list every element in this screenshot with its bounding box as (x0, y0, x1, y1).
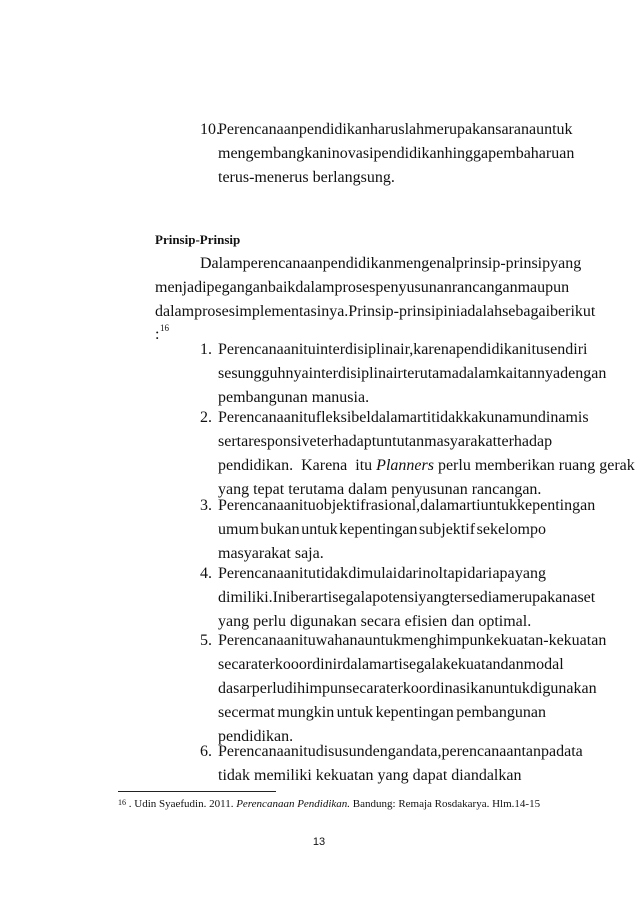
word: ini (443, 303, 461, 320)
word: perlu (251, 680, 285, 697)
word: terkoordinasikan (385, 680, 494, 697)
list-item-line (218, 341, 588, 358)
word: dimulai (348, 565, 398, 582)
word: kepentingan (375, 704, 454, 721)
footnote-separator (118, 791, 276, 792)
word: interdisiplinair (308, 365, 403, 382)
word: tidak (316, 565, 349, 582)
word: wahana (315, 632, 365, 649)
list-item-line (218, 497, 596, 514)
word: proses (194, 303, 235, 320)
footnote-reference: 16 (160, 323, 169, 333)
word: Perencanaan (218, 341, 299, 358)
word: dengan (560, 365, 607, 382)
word: sarana (495, 121, 537, 138)
word: dalam (155, 303, 195, 320)
word: itu (298, 497, 316, 514)
word: dari (467, 565, 493, 582)
word: itu (298, 409, 316, 426)
word: berikut (550, 303, 596, 320)
word: perencanaan (242, 255, 323, 272)
word: namun (494, 409, 538, 426)
list-item-line (218, 409, 589, 426)
word: pegangan (206, 279, 268, 296)
italic-term: Planners (376, 457, 434, 474)
footnote (118, 798, 540, 810)
list-item-line: tidak memiliki kekuatan yang dapat diandalkan (218, 767, 522, 784)
word: sendiri (543, 341, 588, 358)
list-item-line (218, 522, 546, 538)
word: disusun (315, 743, 365, 760)
word: implementasinya. (234, 303, 349, 320)
word: prinsip-prinsip (455, 255, 551, 272)
word: kaitannya (497, 365, 561, 382)
word: segala (402, 656, 443, 673)
word: menghimpun (401, 632, 486, 649)
word: Perencanaan (218, 743, 299, 760)
word: apa (492, 565, 515, 582)
word: baik (267, 279, 296, 296)
word: maupun (517, 279, 570, 296)
word: arti (409, 409, 432, 426)
list-item-line: yang perlu digunakan secara efisien dan optimal. (218, 613, 532, 630)
paragraph-line (155, 327, 159, 343)
word: bukan (260, 521, 300, 538)
word: dari (397, 565, 423, 582)
word: yang (550, 255, 582, 272)
word: untuk (493, 680, 530, 697)
word: itu (299, 565, 316, 582)
page-number: 13 (312, 836, 326, 848)
word: responsive (248, 433, 317, 450)
word: serta (218, 433, 249, 450)
word: dimiliki. (218, 589, 273, 606)
line-text: perlu memberikan ruang gerak (433, 457, 635, 474)
word: objektif (315, 497, 366, 514)
word: inovasi (327, 145, 374, 162)
list-item-line (218, 433, 553, 450)
word: tidak (431, 409, 464, 426)
word: mungkin (277, 704, 335, 721)
list-item-line (218, 680, 597, 697)
word: fleksibel (315, 409, 371, 426)
word: untuk (301, 521, 338, 538)
word: penyusunan (375, 279, 452, 296)
word: itu (527, 341, 544, 358)
word: secermat (218, 704, 275, 721)
word: itu (298, 632, 316, 649)
word: berarti (290, 589, 333, 606)
paragraph-line (155, 279, 570, 296)
list-item-line: pembangunan manusia. (218, 389, 370, 406)
list-number: 3. (200, 497, 212, 514)
word: merupakan (424, 121, 496, 138)
word: kekuatan (442, 656, 501, 673)
word: dalam (458, 365, 498, 382)
word: sesungguhnya (218, 365, 309, 382)
word: digunakan (529, 680, 597, 697)
word: aset (570, 589, 596, 606)
word: Perencanaan (218, 632, 299, 649)
list-item-line (218, 632, 607, 649)
list-number: 4. (200, 565, 212, 582)
word: untuk (336, 704, 374, 721)
list-item-line: pendidikan. (218, 728, 294, 745)
word: kepentingan (517, 497, 596, 514)
word: umum (218, 521, 259, 538)
list-item-line (218, 457, 635, 474)
word: sekelompo (476, 521, 546, 538)
word: yang (514, 565, 546, 582)
word: Prinsip-prinsip (348, 303, 444, 320)
word: subjektif (419, 521, 476, 538)
list-item-line (218, 656, 564, 673)
word: mengembangkan (218, 145, 328, 162)
word: proses (334, 279, 376, 296)
word: data, (410, 743, 442, 760)
list-item-line (218, 705, 546, 721)
word: potensi (372, 589, 419, 606)
word: rasional, (365, 497, 421, 514)
list-item-line (218, 365, 607, 382)
word: tapi (443, 565, 468, 582)
word: merupakan (499, 589, 571, 606)
word: dengan (364, 743, 411, 760)
word: kekuatan-kekuatan (485, 632, 607, 649)
word: interdisiplinair, (315, 341, 414, 358)
word: nol (422, 565, 443, 582)
word: Ini (272, 589, 291, 606)
word: Dalam (200, 255, 243, 272)
word: terhadap (316, 433, 372, 450)
list-number: 10. (200, 121, 220, 138)
footnote-publisher: Bandung: Remaja Rosdakarya. Hlm.14-15 (350, 798, 541, 810)
word: Perencanaan (218, 409, 299, 426)
list-number: 2. (200, 409, 212, 426)
word: modal (523, 656, 564, 673)
word: Perencanaan (218, 497, 299, 514)
word: dan (500, 656, 524, 673)
word: kepentingan (339, 521, 418, 538)
word: dihimpun (284, 680, 346, 697)
word: sebagai (502, 303, 551, 320)
word: terhadap (497, 433, 553, 450)
word: pembaharuan (488, 145, 575, 162)
paragraph-line (155, 303, 596, 320)
footnote-text: . Udin Syaefudin. 2011. (126, 798, 237, 810)
word: Perencanaan (218, 121, 299, 138)
word: dasar (218, 680, 252, 697)
word: perencanaan (441, 743, 522, 760)
word: untuk (364, 632, 402, 649)
word: dalam (420, 497, 460, 514)
word: tanpa (521, 743, 557, 760)
word: rancangan (451, 279, 518, 296)
word: data (556, 743, 583, 760)
word: hingga (444, 145, 489, 162)
footnote-mark: 16 (118, 798, 126, 807)
word: masyarakat (424, 433, 498, 450)
word: pendidikan (455, 341, 528, 358)
word: pembangunan (456, 704, 546, 721)
word: mengenal (393, 255, 456, 272)
line-text: pendidikan. Karena itu (218, 457, 377, 474)
list-item-line: terus-menerus berlangsung. (218, 169, 395, 186)
word: terutama (402, 365, 459, 382)
list-number: 1. (200, 341, 212, 358)
list-item-line (218, 589, 596, 606)
word: tersedia (449, 589, 500, 606)
word: dalam (370, 409, 410, 426)
word: haruslah (369, 121, 425, 138)
word: terkooordinir (257, 656, 343, 673)
word: arti (381, 656, 403, 673)
word: menjadi (155, 279, 207, 296)
word: adalah (460, 303, 503, 320)
word: pendidikan (373, 145, 445, 162)
word: segala (332, 589, 373, 606)
list-number: 5. (200, 632, 212, 649)
list-item-line: yang tepat terutama dalam penyusunan rancangan. (218, 481, 542, 498)
word: untuk (536, 121, 573, 138)
word: pendidikan (298, 121, 370, 138)
word: itu (298, 743, 316, 760)
word: pendidikan (322, 255, 394, 272)
word: tuntutan (371, 433, 425, 450)
footnote-book-title: Perencanaan Pendidikan. (236, 798, 351, 810)
list-item-line (218, 743, 583, 760)
word: Perencanaan (218, 565, 299, 582)
word: secara (218, 656, 258, 673)
word: arti (459, 497, 481, 514)
list-item-line (218, 121, 573, 138)
word: untuk (480, 497, 518, 514)
word: secara (345, 680, 386, 697)
list-item-line: masyarakat saja. (218, 545, 324, 562)
word: yang (418, 589, 450, 606)
word: dalam (342, 656, 382, 673)
section-heading: Prinsip-Prinsip (155, 232, 241, 247)
word: dinamis (537, 409, 589, 426)
list-item-line (218, 566, 546, 582)
word: dalam (295, 279, 335, 296)
colon-text: : (155, 326, 160, 343)
paragraph-line (200, 255, 582, 272)
word: itu (298, 341, 316, 358)
list-item-line (218, 145, 575, 162)
word: karena (413, 341, 456, 358)
list-number: 6. (200, 743, 212, 760)
word: kaku (463, 409, 495, 426)
